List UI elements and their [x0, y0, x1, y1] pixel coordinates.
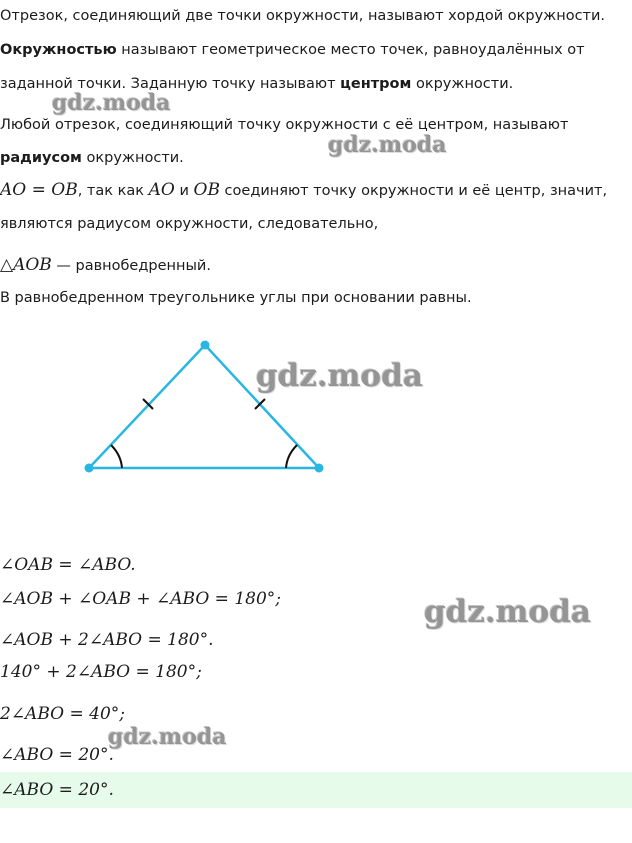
radius-term-line [0, 148, 184, 168]
ao-ob-text3: соединяют точку окружности и её центр, значит, [219, 183, 608, 199]
vertex-o [201, 341, 210, 350]
triangle-aob: △AOB [0, 255, 52, 275]
ob-segment: OB [193, 180, 220, 200]
watermark-1: gdz.moda [52, 90, 171, 116]
base-angles-statement: В равнобедренном треугольнике углы при основании равны. [0, 290, 472, 306]
equation-answer: ∠ABO = 20°. [0, 780, 114, 800]
watermark-2: gdz.moda [328, 132, 447, 158]
center-definition-start: заданной точки. Заданную точку называют [0, 76, 341, 92]
ao-segment: AO [148, 180, 175, 200]
isosceles-text: — равнобедренный. [51, 258, 211, 274]
ao-ob-text1: , так как [77, 183, 149, 199]
isosceles-statement [0, 255, 211, 276]
watermark-5: gdz.moda [108, 724, 227, 750]
side-ao [89, 345, 205, 468]
circle-definition-text: называют геометрическое место точек, равноудалённых от [116, 42, 585, 58]
radius-term-rest: окружности. [81, 150, 184, 166]
equation-1: ∠OAB = ∠ABO. [0, 555, 136, 575]
isosceles-triangle-diagram [0, 330, 632, 490]
vertex-a [85, 464, 94, 473]
watermark-4: gdz.moda [424, 594, 591, 630]
center-definition-line [0, 74, 513, 94]
center-term: центром [340, 76, 412, 92]
radius-term: радиусом [0, 150, 82, 166]
equation-2: ∠AOB + ∠OAB + ∠ABO = 180°; [0, 589, 281, 609]
ao-ob-statement [0, 180, 607, 201]
circle-definition-line [0, 40, 585, 60]
equation-3: ∠AOB + 2∠ABO = 180°. [0, 630, 214, 650]
radius-conclusion: являются радиусом окружности, следовательно, [0, 216, 379, 232]
ao-equals-ob: AO = OB [0, 180, 78, 200]
ao-ob-text2: и [174, 183, 194, 199]
equation-5: 2∠ABO = 40°; [0, 704, 125, 724]
equation-4: 140° + 2∠ABO = 180°; [0, 662, 202, 682]
watermark-3: gdz.moda [256, 358, 423, 394]
center-definition-end: окружности. [411, 76, 514, 92]
angle-mark-left [111, 445, 122, 468]
radius-definition-line: Любой отрезок, соединяющий точку окружности с её центром, называют [0, 117, 569, 133]
angle-mark-right [286, 445, 297, 468]
chord-definition: Отрезок, соединяющий две точки окружности, называют хордой окружности. [0, 8, 606, 24]
vertex-b [315, 464, 324, 473]
circle-term: Окружностью [0, 42, 117, 58]
side-bo [205, 345, 319, 468]
equation-6: ∠ABO = 20°. [0, 745, 114, 765]
